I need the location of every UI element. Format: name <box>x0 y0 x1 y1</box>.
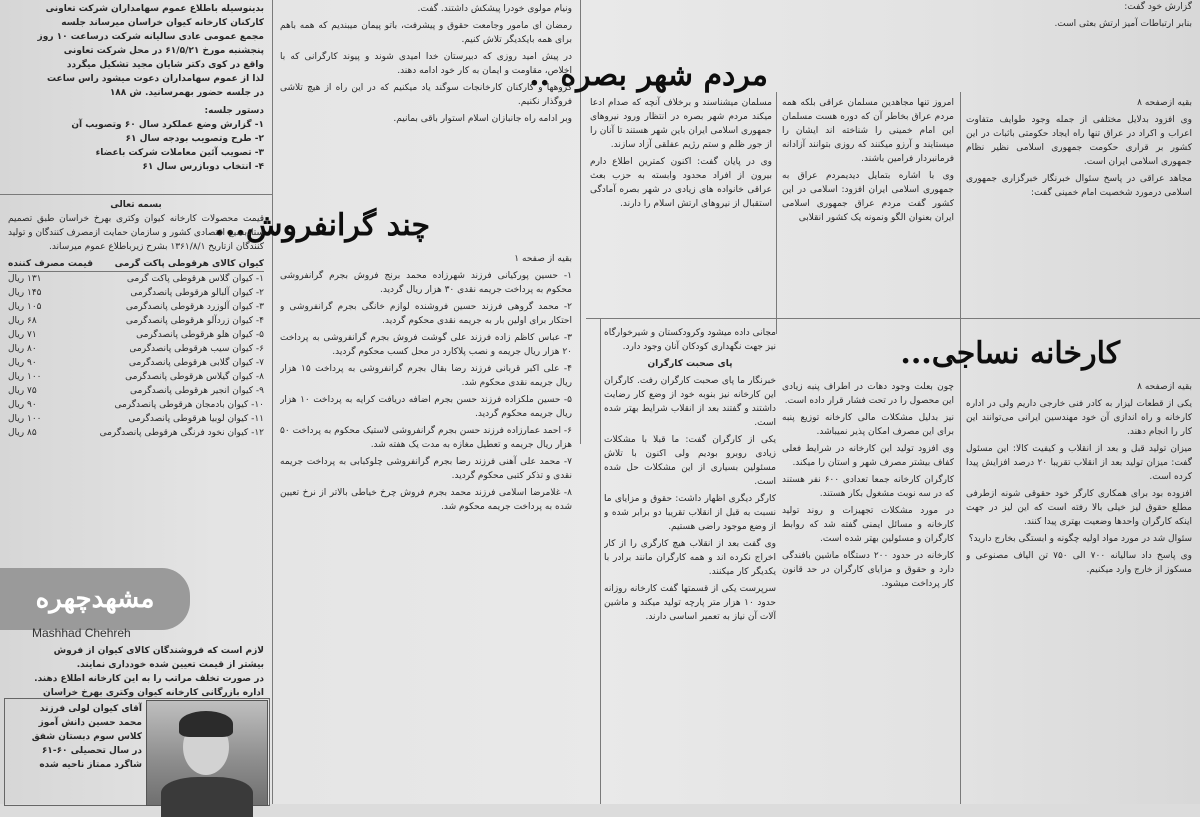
price-item-label: ۷- کیوان گلابی هرقوطی پانصدگرمی <box>128 358 264 368</box>
column-divider <box>776 92 777 334</box>
paragraph: مجانی داده میشود وکرودکستان و شیرخوارگاه نیز جهت نگهداری کودکان آنان وجود دارد. <box>604 328 776 352</box>
headline-basreh: مردم شهر بصره .. <box>529 58 768 93</box>
price-item-label: ۴- کیوان زردآلو هرقوطی پانصدگرمی <box>125 316 264 326</box>
price-table-row <box>8 398 264 412</box>
paragraph: خبرنگار ما پای صحبت کارگران رفت. کارگران این کارخانه نیز بنوبه خود از وضع کار رضایت داشتند و گفتند بعد از انقلاب شرایط بهتر شده است. <box>604 376 776 428</box>
price-item-value: ۱۴۵ ریال <box>8 288 42 298</box>
price-table-row <box>8 356 264 370</box>
paragraph: سرپرست یکی از قسمتها گفت کارخانه روزانه حدود ۱۰ هزار متر پارچه تولید میکند و ماشین آلات آن نیاز به تعمیر اساسی دارند. <box>604 584 776 622</box>
paragraph: چون بعلت وجود دهات در اطراف پنبه زیادی این محصول را در تحت فشار قرار داده است. <box>782 382 954 406</box>
price-item-value: ۹۰ ریال <box>8 358 37 368</box>
price-table-row <box>8 370 264 384</box>
notice-assembly <box>8 2 264 192</box>
section-divider <box>0 194 272 195</box>
agenda-item: ۱- گزارش وضع عملکرد سال ۶۰ وتصویب آن <box>71 120 264 130</box>
column-divider <box>272 0 273 804</box>
ad-line: محمد حسین دانش آموز <box>38 718 142 728</box>
notice-prices <box>8 198 264 568</box>
paragraph: در پیش امید روزی که دبیرستان خدا امیدی شوند و پیوند کارگرانی که با اخلاص، مقاومت و ایمان به کار خود ادامه دهند. <box>280 52 572 76</box>
article-basreh-middle <box>782 96 954 318</box>
watermark-logo <box>0 568 190 630</box>
notice-line: پنجشنبه مورخ ۶۱/۵/۲۱ در محل شرکت تعاونی <box>63 46 264 56</box>
ad-line: کلاس سوم دبستان شفق <box>31 732 142 742</box>
paragraph: ۲- محمد گروهی فرزند حسین فروشنده لوازم خانگی بجرم گرانفروشی و احتکار برای اولین بار به جریمه نقدی محکوم گردید. <box>280 302 572 326</box>
price-item-label: ۹- کیوان انجیر هرقوطی پانصدگرمی <box>130 386 264 396</box>
paragraph: ۴- علی اکبر قربانی فرزند رضا بقال بجرم گرانفروشی به پرداخت ۱۵ هزار ریال جریمه نقدی محکوم شد. <box>280 364 572 388</box>
agenda-item: ۴- انتخاب دوبازرس سال ۶۱ <box>142 162 264 172</box>
paragraph: قیمت محصولات کارخانه کیوان وکتری بهرخ خراسان طبق تصمیم ستادبسیج اقتصادی کشور و سازمان حمایت ازمصرف کنندگان و تولید کنندگان ازتاریخ ۱۳۶۱/۸/۱ بشرح زیرباطلاع عموم میرساند. <box>8 214 264 252</box>
price-table-row <box>8 314 264 328</box>
notice-line: کارکنان کارخانه کیوان خراسان میرساند جلسه <box>61 18 264 28</box>
article-basreh-left <box>590 96 772 318</box>
agenda-item: ۳- تصویب آئین معاملات شرکت باعضاء <box>95 148 264 158</box>
price-table-header <box>8 257 264 272</box>
paragraph: بقیه از صفحه ۱ <box>514 254 572 264</box>
price-table-header-price: قیمت مصرف کننده <box>8 259 93 269</box>
price-item-value: ۷۱ ریال <box>8 330 37 340</box>
article-nasaji-middle <box>782 380 954 804</box>
paragraph: در مورد مشکلات تجهیزات و روند تولید کارخانه و مسائل ایمنی گفته شد که روابط کارگران و مسئولین بهتر شده است. <box>782 506 954 544</box>
headline-gheranforush: چند گرانفروش... <box>214 208 430 243</box>
price-item-value: ۶۸ ریال <box>8 316 37 326</box>
notice-line: در جلسه حضور بهمرسانید. ش ۱۸۸ <box>109 88 264 98</box>
paragraph: کارگر دیگری اظهار داشت: حقوق و مزایای ما نسبت به قبل از انقلاب تقریبا دو برابر شده و از وضع موجود راضی هستیم. <box>604 494 776 532</box>
price-item-label: ۶- کیوان سیب هرقوطی پانصدگرمی <box>129 344 264 354</box>
article-oath <box>280 2 572 198</box>
price-item-label: ۸- کیوان گیلاس هرقوطی پانصدگرمی <box>125 372 264 382</box>
notice-line: لازم است که فروشندگان کالای کیوان از فروش <box>53 646 264 656</box>
price-item-label: ۱۲- کیوان نخود فرنگی هرقوطی پانصدگرمی <box>99 428 264 438</box>
price-item-value: ۹۰ ریال <box>8 400 37 410</box>
article-top-right <box>962 0 1192 60</box>
paragraph: وی در پایان گفت: اکنون کمترین اطلاع دارم بیرون از افراد محدود وابسته به حزب بعث عراقی خانواده های زیادی در شهر بصره آمادگی استقبال از نیروهای ارتش اسلام را دارند. <box>590 157 772 209</box>
price-item-value: ۱۳۱ ریال <box>8 274 42 284</box>
price-item-value: ۸۰ ریال <box>8 344 37 354</box>
notice-line: در صورت تخلف مراتب را به این کارخانه اطلاع دهند. <box>34 674 264 684</box>
paragraph: یکی از کارگران گفت: ما قبلا با مشکلات زیادی روبرو بودیم ولی اکنون با تلاش مسئولین بسیاری از این مشکلات حل شده است. <box>604 435 776 487</box>
paragraph: رمضان ای مامور وجامعت حقوق و پیشرفت، باتو پیمان میبندیم که همه باهم برای همه بایکدیگر تلاش کنیم. <box>280 21 572 45</box>
price-item-label: ۵- کیوان هلو هرقوطی پانصدگرمی <box>136 330 264 340</box>
price-item-value: ۱۰۵ ریال <box>8 302 42 312</box>
price-item-label: ۱- کیوان گلاس هرقوطی پاکت گرمی <box>126 274 264 284</box>
paragraph: امروز تنها مجاهدین مسلمان عراقی بلکه همه مردم عراق بخاطر آن که دوره هست مسلمان این امام خمینی را شناخته اند ایشان را میستایند و آرزو میکنند که روزی بتوانند آزادانه فرمانبردار فرامین باشند. <box>782 98 954 164</box>
price-item-label: ۱۰- کیوان بادمجان هرقوطی پانصدگرمی <box>114 400 264 410</box>
paragraph: بنابر ارتباطات آمیز ارتش بعثی است. <box>1054 19 1192 29</box>
notice-line: لذا از عموم سهامداران دعوت میشود راس ساعت <box>47 74 264 84</box>
column-divider <box>960 92 961 804</box>
price-table-row <box>8 328 264 342</box>
paragraph: وی افزود بدلایل مختلفی از جمله وجود طوایف متفاوت اعراب و اکراد در عراق تنها راه ایجاد حکومتی باثبات در این کشور بر قراری حکومت جمهوری اسلامی نظیر نظام جمهوری اسلامی ایران است. <box>966 115 1192 167</box>
paragraph: افزوده بود برای همکاری کارگر خود حقوقی شونه ازطرفی مطلع حقوق لیز خیلی بالا رفته است که این لیز در جهت اینکه کارگران واحدها وضعیت بهتری پیدا کنند. <box>966 489 1192 527</box>
notice-line: واقع در کوی دکتر شایان مجید تشکیل میگردد <box>66 60 264 70</box>
price-table-row <box>8 412 264 426</box>
section-divider <box>586 318 1200 319</box>
price-item-label: ۱۱- کیوان لوبیا هرقوطی پانصدگرمی <box>128 414 264 424</box>
article-nasaji-left <box>604 326 776 804</box>
price-table-row <box>8 286 264 300</box>
notice-warning <box>8 644 264 700</box>
price-table-row <box>8 384 264 398</box>
paragraph: ۱- حسین پورکیانی فرزند شهرزاده محمد برنج فروش بجرم گرانفروشی محکوم به پرداخت جریمه نقدی ۳۰ هزار ریال گردید. <box>280 271 572 295</box>
notice-line: اداره بازرگانی کارخانه کیوان وکتری بهرخ خراسان <box>43 688 264 698</box>
paragraph: گروهها و کارکنان کارخانجات سوگند یاد میکنیم که در این راه از هیچ تلاشی فروگذار نکنیم. <box>280 83 572 107</box>
logo-caption: Mashhad Chehreh <box>32 626 131 640</box>
notice-line: بدینوسیله باطلاع عموم سهامداران شرکت تعاونی <box>45 4 264 14</box>
paragraph: ۷- محمد علی آهنی فرزند رضا بجرم گرانفروشی چلوکبابی به پرداخت جریمه نقدی و تذکر کتبی محکوم گردید. <box>280 457 572 481</box>
paragraph: ۳- عباس کاظم زاده فرزند علی گوشت فروش بجرم گرانفروشی به پرداخت ۲۰ هزار ریال جریمه و نصب پلاکارد در محل کسب محکوم گردید. <box>280 333 572 357</box>
price-table-row <box>8 342 264 356</box>
agenda-title: دستور جلسه: <box>204 106 264 116</box>
paragraph: ۵- حسین ملکزاده فرزند حسن بجرم اضافه دریافت کرایه به پرداخت ۱۰ هزار ریال جریمه محکوم گردید. <box>280 395 572 419</box>
paragraph: ونیام مولوی خودرا پیشکش داشتند. گفت. <box>417 4 572 14</box>
notice-bismillah: بسمه تعالی <box>110 200 162 210</box>
paragraph: مجاهد عراقی در پاسخ سئوال خبرنگار خبرگزاری جمهوری اسلامی درمورد شخصیت امام خمینی گفت: <box>966 174 1192 198</box>
paragraph: بقیه ازصفحه ۸ <box>1137 382 1192 392</box>
price-item-value: ۱۰۰ ریال <box>8 372 42 382</box>
paragraph: وی افزود تولید این کارخانه در شرایط فعلی کفاف بیشتر مصرف شهر و استان را میکند. <box>782 444 954 468</box>
paragraph: کارخانه در حدود ۲۰۰ دستگاه ماشین بافندگی دارد و حقوق و مزایای کارگران در حد قانون کار پرداخت میشود. <box>782 551 954 589</box>
paragraph: سئوال شد در مورد مواد اولیه چگونه و ابستگی بخارج دارید؟ <box>968 534 1192 544</box>
article-basreh-right <box>966 96 1192 318</box>
price-item-value: ۱۰۰ ریال <box>8 414 42 424</box>
price-table-header-item: کیوان کالای هرقوطی پاکت گرمی <box>114 259 264 269</box>
price-table-row <box>8 426 264 440</box>
column-divider <box>600 318 601 804</box>
paragraph: مسلمان میشناسند و برخلاف آنچه که صدام ادعا میکند مردم شهر بصره در انتظار ورود نیروهای جمهوری اسلامی ایران باین شهر هستند تا آنان را از جور ظلم و ستم رژیم عفلقی آزاد سازند. <box>590 98 772 150</box>
student-ad-text <box>8 702 142 802</box>
notice-line: مجمع عمومی عادی سالیانه شرکت درساعت ۱۰ روز <box>37 32 264 42</box>
paragraph: کارگران کارخانه جمعا تعدادی ۶۰۰ نفر هستند که در سه نوبت مشغول بکار هستند. <box>782 475 954 499</box>
paragraph: ۶- احمد عمارزاده فرزند حسن بجرم گرانفروشی لاستیک محکوم به پرداخت ۵۰ هزار ریال جریمه و تعطیل مغازه به مدت یک هفته شد. <box>280 426 572 450</box>
paragraph: وبر ادامه راه جانبازان اسلام استوار باقی بمانیم. <box>393 114 572 124</box>
photo-hair <box>179 711 233 737</box>
ad-line: شاگرد ممتاز ناحیه شده <box>39 760 142 770</box>
paragraph: یکی از قطعات لیزار به کادر فنی خارجی داریم ولی در اداره کارخانه و راه اندازی آن خود مهندسین ایرانی می‌توانند این کار را انجام دهند. <box>966 399 1192 437</box>
price-item-value: ۷۵ ریال <box>8 386 37 396</box>
price-table-body <box>8 272 264 440</box>
paragraph: نیز بدلیل مشکلات مالی کارخانه توزیع پنبه برای این مصرف امکان پذیر نمیباشد. <box>782 413 954 437</box>
article-nasaji-right <box>966 380 1192 804</box>
paragraph: وی با اشاره بتمایل دیدیمردم عراق به جمهوری اسلامی ایران افزود: اسلامی در این کشور گفت مردم عراق جمهوری اسلامی ایران بعنوان الگو ونمونه یک کشور انقلابی <box>782 171 954 223</box>
photo-shoulders <box>161 777 253 817</box>
price-table-row <box>8 272 264 286</box>
subheading: پای صحبت کارگران <box>647 359 733 369</box>
paragraph: وی پاسخ داد سالیانه ۷۰۰ الی ۷۵۰ تن الیاف مصنوعی و مسکوز از خارج وارد میکنیم. <box>966 551 1192 575</box>
notice-line: بیشتر از قیمت تعیین شده خودداری نمایند. <box>76 660 264 670</box>
headline-nasaji: کارخانه نساجی... <box>900 336 1120 371</box>
agenda-item: ۲- طرح وتصویب بودجه سال ۶۱ <box>125 134 264 144</box>
ad-line: آقای کیوان لولی فرزند <box>39 704 142 714</box>
price-item-label: ۳- کیوان آلوزرد هرقوطی پانصدگرمی <box>125 302 264 312</box>
paragraph: میزان تولید قبل و بعد از انقلاب و کیفیت کالا: این مسئول گفت: میزان تولید بعد از انقلاب تقریبا ۲۰ درصد افزایش پیدا کرده است. <box>966 444 1192 482</box>
article-gheranforush <box>280 252 572 804</box>
student-photo <box>146 700 268 806</box>
paragraph: ۸- غلامرضا اسلامی فرزند محمد بجرم فروش چرخ خیاطی بالاتر از نرخ تعیین شده به پرداخت جریمه محکوم شد. <box>280 488 572 512</box>
paragraph: گزارش خود گفت: <box>1124 2 1192 12</box>
paragraph: وی گفت بعد از انقلاب هیچ کارگری را از کار اخراج نکرده اند و همه کارگران مانند برادر با یکدیگر کار میکنند. <box>604 539 776 577</box>
ad-line: در سال تحصیلی ۶۰-۶۱ <box>41 746 142 756</box>
price-item-label: ۲- کیوان آلبالو هرقوطی پانصدگرمی <box>130 288 264 298</box>
price-item-value: ۸۵ ریال <box>8 428 37 438</box>
logo-text: مشهدچهره <box>35 584 155 614</box>
paragraph: بقیه ازصفحه ۸ <box>1137 98 1192 108</box>
price-table-row <box>8 300 264 314</box>
